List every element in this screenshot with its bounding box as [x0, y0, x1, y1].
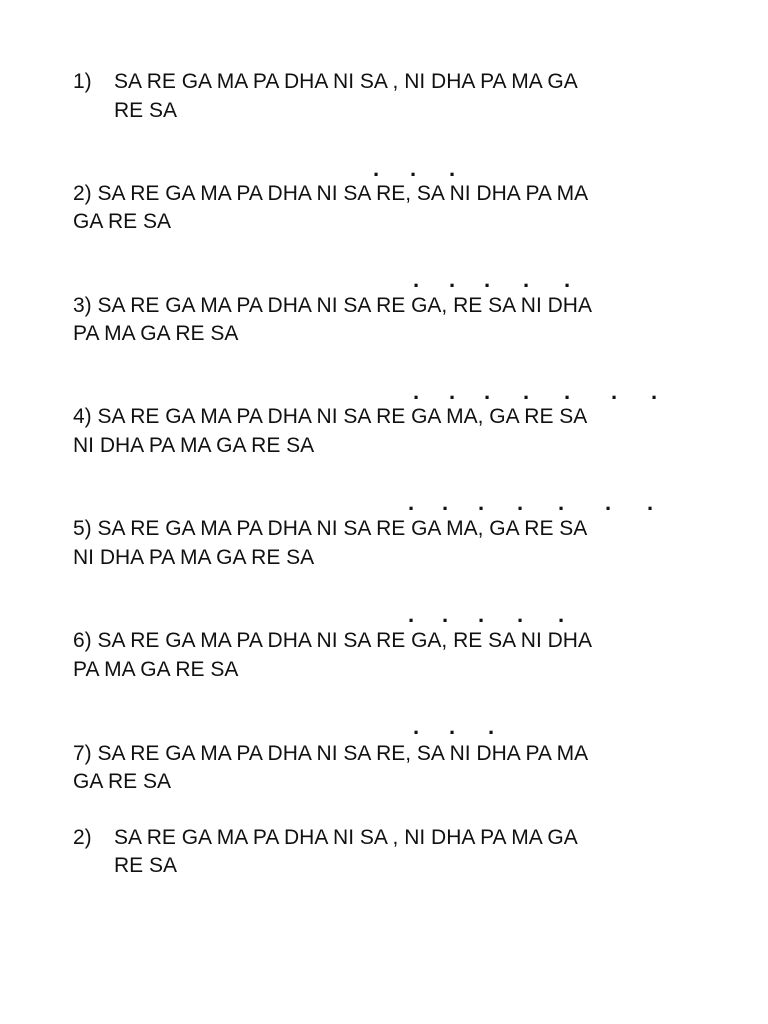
- octave-dot: .: [558, 602, 565, 627]
- exercise-2-line-2: GA RE SA: [73, 210, 172, 233]
- octave-dot: .: [442, 602, 449, 627]
- octave-dot: .: [373, 156, 380, 181]
- exercise-7-line-1: 7) SA RE GA MA PA DHA NI SA RE, SA NI DHA PA MA: [73, 742, 589, 765]
- octave-dot: .: [449, 267, 456, 292]
- exercise-4-line-2: NI DHA PA MA GA RE SA: [73, 434, 315, 457]
- exercise-3-line-2: PA MA GA RE SA: [73, 322, 239, 345]
- octave-dot: .: [449, 156, 456, 181]
- exercise-5-line-1: 5) SA RE GA MA PA DHA NI SA RE GA MA, GA RE SA: [73, 517, 588, 540]
- octave-dot: .: [564, 267, 571, 292]
- octave-dot: .: [611, 379, 618, 404]
- octave-dot: .: [484, 267, 491, 292]
- octave-dot: .: [478, 602, 485, 627]
- exercise-6-line-1: 6) SA RE GA MA PA DHA NI SA RE GA, RE SA NI DHA: [73, 629, 592, 652]
- exercise-1-line-2: RE SA: [114, 99, 178, 122]
- exercise-1-number: 1): [73, 70, 92, 93]
- octave-dot: .: [488, 714, 495, 739]
- octave-dot: .: [523, 267, 530, 292]
- octave-dot: .: [410, 156, 417, 181]
- octave-dot: .: [408, 602, 415, 627]
- exercise-5-line-2: NI DHA PA MA GA RE SA: [73, 546, 315, 569]
- octave-dot: .: [478, 490, 485, 515]
- exercise-1-line-1: SA RE GA MA PA DHA NI SA , NI DHA PA MA GA: [114, 70, 578, 93]
- octave-dot: .: [449, 714, 456, 739]
- exercise-4-line-1: 4) SA RE GA MA PA DHA NI SA RE GA MA, GA RE SA: [73, 405, 588, 428]
- exercise-8-line-2: RE SA: [114, 854, 178, 877]
- octave-dot: .: [442, 490, 449, 515]
- octave-dot: .: [523, 379, 530, 404]
- octave-dot: .: [449, 379, 456, 404]
- octave-dot: .: [651, 379, 658, 404]
- exercise-7-line-2: GA RE SA: [73, 770, 172, 793]
- octave-dot: .: [484, 379, 491, 404]
- exercise-6-line-2: PA MA GA RE SA: [73, 658, 239, 681]
- exercise-2-line-1: 2) SA RE GA MA PA DHA NI SA RE, SA NI DHA PA MA: [73, 182, 589, 205]
- octave-dot: .: [558, 490, 565, 515]
- octave-dot: .: [564, 379, 571, 404]
- octave-dot: .: [647, 490, 654, 515]
- octave-dot: .: [413, 379, 420, 404]
- exercise-8-number: 2): [73, 826, 92, 849]
- exercise-3-line-1: 3) SA RE GA MA PA DHA NI SA RE GA, RE SA NI DHA: [73, 294, 592, 317]
- octave-dot: .: [413, 714, 420, 739]
- octave-dot: .: [517, 602, 524, 627]
- octave-dot: .: [408, 490, 415, 515]
- octave-dot: .: [413, 267, 420, 292]
- octave-dot: .: [517, 490, 524, 515]
- octave-dot: .: [605, 490, 612, 515]
- exercise-8-line-1: SA RE GA MA PA DHA NI SA , NI DHA PA MA GA: [114, 826, 578, 849]
